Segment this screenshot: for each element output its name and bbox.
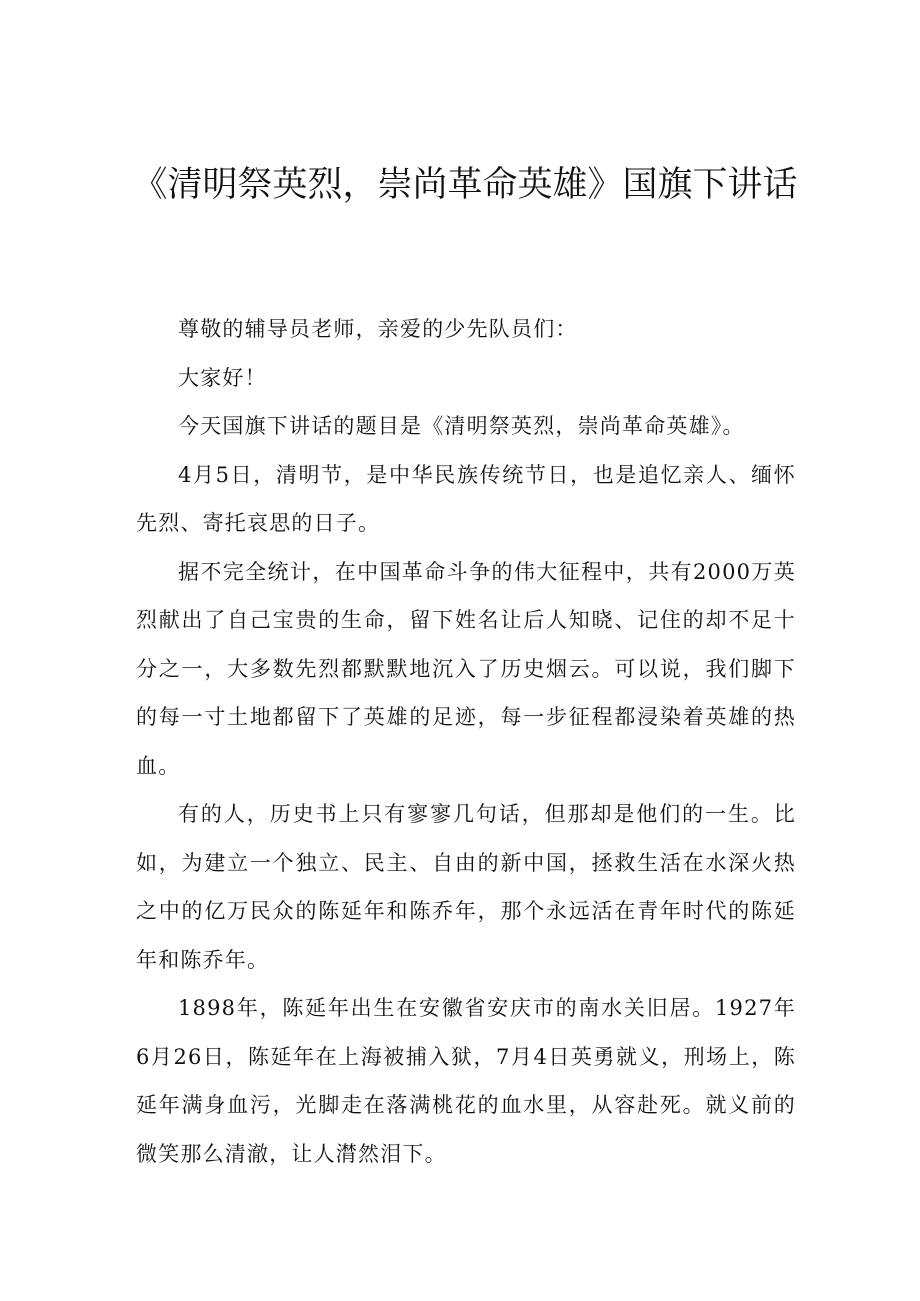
paragraph-history: 有的人，历史书上只有寥寥几句话，但那却是他们的一生。比如，为建立一个独立、民主、自由的新中国，拯救生活在水深火热之中的亿万民众的陈延年和陈乔年，那个永远活在青年时代的陈延年和陈乔年。 [136, 802, 796, 972]
paragraph-greeting: 尊敬的辅导员老师，亲爱的少先队员们： [178, 317, 578, 341]
document-title: 《清明祭英烈，崇尚革命英雄》国旗下讲话 [132, 165, 798, 205]
document-body [136, 305, 796, 1178]
paragraph-topic: 今天国旗下讲话的题目是《清明祭英烈，崇尚革命英雄》。 [178, 414, 745, 438]
paragraph-hello: 大家好！ [178, 365, 267, 390]
paragraph-chen-yannian: 1898年，陈延年出生在安徽省安庆市的南水关旧居。1927年6月26日，陈延年在上海被捕入狱，7月4日英勇就义，刑场上，陈延年满身血污，光脚走在落满桃花的血水里，从容赴死。就义前的微笑那么清澈，让人潸然泪下。 [136, 996, 796, 1166]
paragraph-qingming: 4月5日，清明节，是中华民族传统节日，也是追忆亲人、缅怀先烈、寄托哀思的日子。 [136, 462, 796, 535]
paragraph-statistics: 据不完全统计，在中国革命斗争的伟大征程中，共有2000万英烈献出了自己宝贵的生命，留下姓名让后人知晓、记住的却不足十分之一，大多数先烈都默默地沉入了历史烟云。可以说，我们脚下的每一寸土地都留下了英雄的足迹，每一步征程都浸染着英雄的热血。 [136, 559, 796, 778]
